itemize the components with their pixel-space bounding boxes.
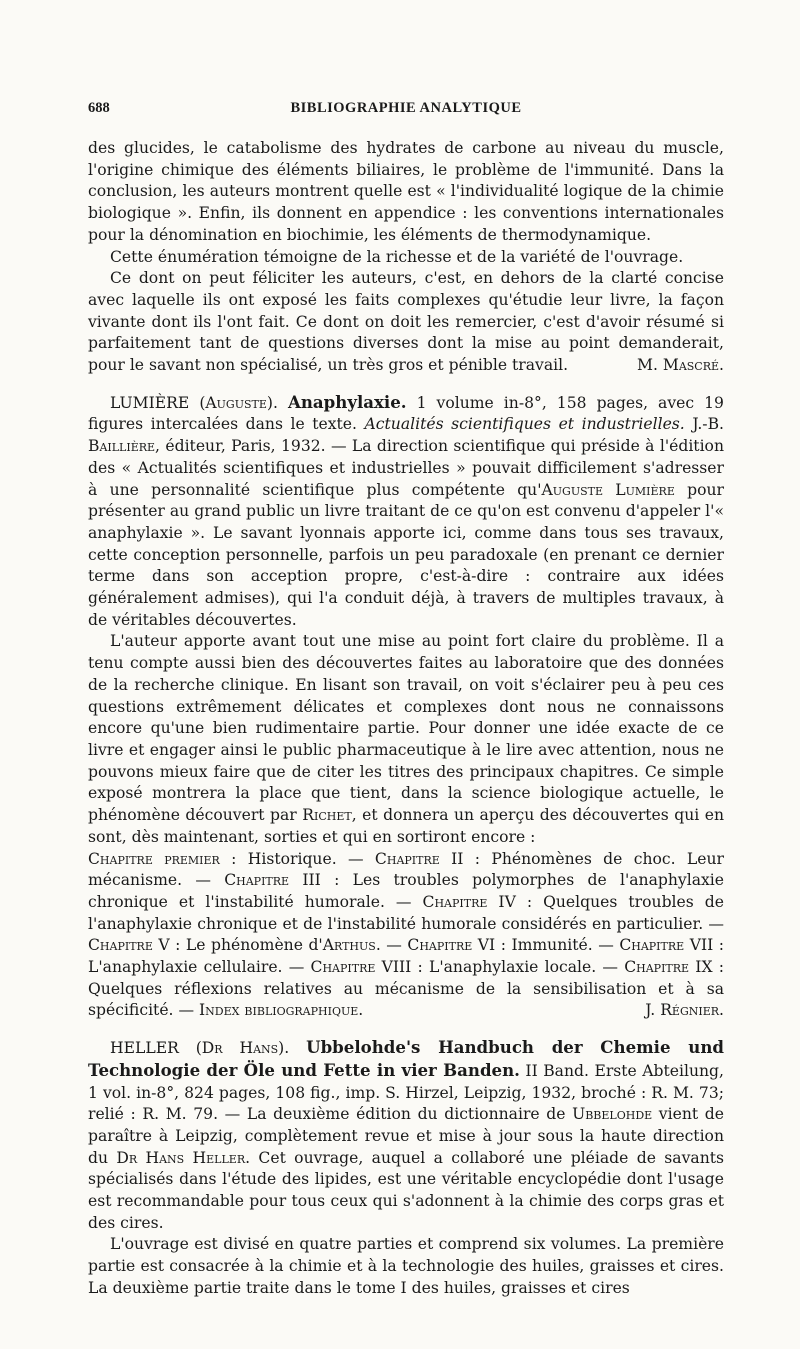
running-head [88, 100, 724, 126]
review3-dr-name: Dr Hans Heller [116, 1148, 246, 1167]
chapter-9-label: Chapitre [624, 958, 690, 977]
review2-signature: J. Régnier. [645, 1001, 724, 1020]
review2-p2a: L'auteur apporte avant tout une mise au point fort claire du problème. Il a tenu compte aussi bien des découvertes faites au laboratoire que des données de la recherche clinique. En lisant son travail, on voit s'éclairer peu à peu ces questions extrêmement délicates et complexes dont nous ne connaissons encore qu'une bien rudimentaire partie. Pour donner une idée exacte de ce livre et engager ainsi le public pharmaceutique à le lire avec attention, nous ne pouvons mieux faire que de citer les titres des principaux chapitres. Ce simple exposé montrera la place que tient, dans la science biologique actuelle, le phénomène découvert par [88, 632, 724, 825]
chapter-2-label: Chapitre [374, 849, 440, 868]
page-number: 688 [88, 100, 110, 116]
chapter-3-label: Chapitre [224, 871, 290, 890]
running-title: BIBLIOGRAPHIE ANALYTIQUE [290, 100, 522, 116]
review3-book-title: Ubbelohde's Handbuch der Chemie und Technologie der Öle und Fette in vier Banden. [88, 1037, 724, 1080]
chapter-5-label: Chapitre [88, 936, 153, 955]
review2-entry [88, 392, 724, 632]
chapter-7-label: Chapitre [619, 936, 685, 955]
review1-paragraph-3 [88, 268, 724, 377]
review2-author-first: (Auguste). [199, 393, 278, 412]
review2-series: Actualités scientifiques et industrielles. [364, 415, 685, 434]
chapter-1: : Historique. — [219, 849, 375, 868]
chapter-2: II : Phénomènes de choc. Leur mécanisme. — [88, 849, 724, 890]
review2-book-title: Anaphylaxie. [287, 391, 407, 412]
chapter-6: VI : Immunité. — [472, 936, 620, 955]
review2-publisher: Baillière [88, 437, 156, 456]
chapter-8-label: Chapitre [310, 958, 376, 977]
review3-entry [88, 1037, 724, 1234]
review2-author: LUMIÈRE [110, 393, 190, 412]
review2-meta2: , éditeur, Paris, 1932. — La direction scientifique qui préside à l'édition des « Actualités scientifiques et industrielles » pouvait difficilement s'adresser à une personnalité scientifique plus compétente qu' [88, 437, 724, 499]
review3-meta3: . Cet ouvrage, auquel a collaboré une pléiade de savants spécialisés dans l'étude des lipides, est une véritable encyclopédie dont l'usage est recommandable pour tous ceux qui s'adonnent à la chimie des corps gras et des cires. [88, 1148, 725, 1232]
review2-author-sc: Auguste Lumière [541, 480, 675, 499]
chapter-3: III : Les troubles polymorphes de l'anaphylaxie chronique et l'instabilité humorale. — [88, 871, 724, 911]
chapter-8: VIII : L'anaphylaxie locale. — [375, 958, 625, 977]
review2-pub: J.-B. [692, 415, 724, 434]
review1-paragraph-2: Cette énumération témoigne de la richesse et de la variété de l'ouvrage. [110, 247, 684, 266]
review1-signature: M. Mascré. [636, 356, 724, 375]
review2-richet: Richet [302, 806, 352, 825]
chapter-5: V : Le phénomène d' [152, 936, 323, 955]
review1-paragraph-1: des glucides, le catabolisme des hydrates de carbone au niveau du muscle, l'origine chimique des éléments biliaires, le problème de l'immunité. Dans la conclusion, les auteurs montrent quelle est « l'individualité logique de la chimie biologique ». Enfin, ils donnent en appendice : les conventions internationales pour la dénomination en biochimie, les éléments de thermodynamique. [88, 139, 724, 244]
review3-paragraph-2: L'ouvrage est divisé en quatre parties et comprend six volumes. La première partie est consacrée à la chimie et à la technologie des huiles, graisses et cires. La deuxième partie traite dans le tome I des huiles, graisses et cires [88, 1235, 724, 1297]
chapter-4: IV : Quelques troubles de l'anaphylaxie chronique et de l'instabilité humorale considérés en particulier. — [88, 892, 724, 933]
chapter-5-tail: . — [375, 936, 408, 955]
review3-author-first: (Dr Hans). [195, 1039, 290, 1058]
chapter-7: VII : L'anaphylaxie cellulaire. — [88, 936, 725, 977]
review3-meta1: II Band. Erste Abteilung, 1 vol. in-8°, 824 pages, 108 fig., imp. S. Hirzel, Leipzig, 1932, broché : R. M. 73; relié : R. M. 79. — La deuxième édition du dictionnaire de [88, 1061, 724, 1124]
review3-ubbelohde: Ubbelohde [572, 1105, 653, 1124]
chapter-1-label: Chapitre premier [88, 849, 220, 868]
chapter-6-label: Chapitre [407, 936, 473, 955]
review2-chapter-list [88, 849, 724, 1023]
review2-p2b: , et donnera un aperçu des découvertes qui en sont, dès maintenant, sorties et qui en sortiront encore : [88, 806, 724, 846]
review2-meta1: 1 volume in-8°, 158 pages, avec 19 figures intercalées dans le texte. [88, 393, 724, 434]
review1-paragraph-3-text: Ce dont on peut féliciter les auteurs, c'est, en dehors de la clarté concise avec laquelle ils ont exposé les faits complexes qu'étudie leur livre, la façon vivante dont ils l'ont fait. Ce dont on doit les remercier, c'est d'avoir résumé si parfaitement tant de questions diverses dont la mise au point demanderait, pour le savant non spécialisé, un très gros et pénible travail. [88, 269, 724, 375]
chapter-5-arthus: Arthus [322, 936, 376, 955]
review2-meta2-tail: pour présenter au grand public un livre traitant de ce qu'on est convenu d'appeler l'« anaphylaxie ». Le savant lyonnais apporte ici, comme dans tous ses travaux, cette conception personnelle, parfois un peu paradoxale (en prenant ce dernier terme dans son acception propre, c'est-à-dire : contraire aux idées généralement admises), qui l'a conduit déjà, à travers de multiples travaux, à de véritables découvertes. [88, 480, 724, 629]
chapter-4-label: Chapitre [422, 892, 488, 911]
review2-paragraph-2 [88, 631, 724, 848]
index-label: Index bibliographique. [199, 1001, 364, 1020]
review3-author: HELLER [110, 1039, 179, 1058]
chapter-9: IX : Quelques réflexions relatives au mécanisme de la sensibilisation et à sa spécificité. — [88, 958, 725, 1020]
review3-meta2: vient de paraître à Leipzig, complètement revue et mise à jour sous la haute direction du [88, 1105, 724, 1167]
